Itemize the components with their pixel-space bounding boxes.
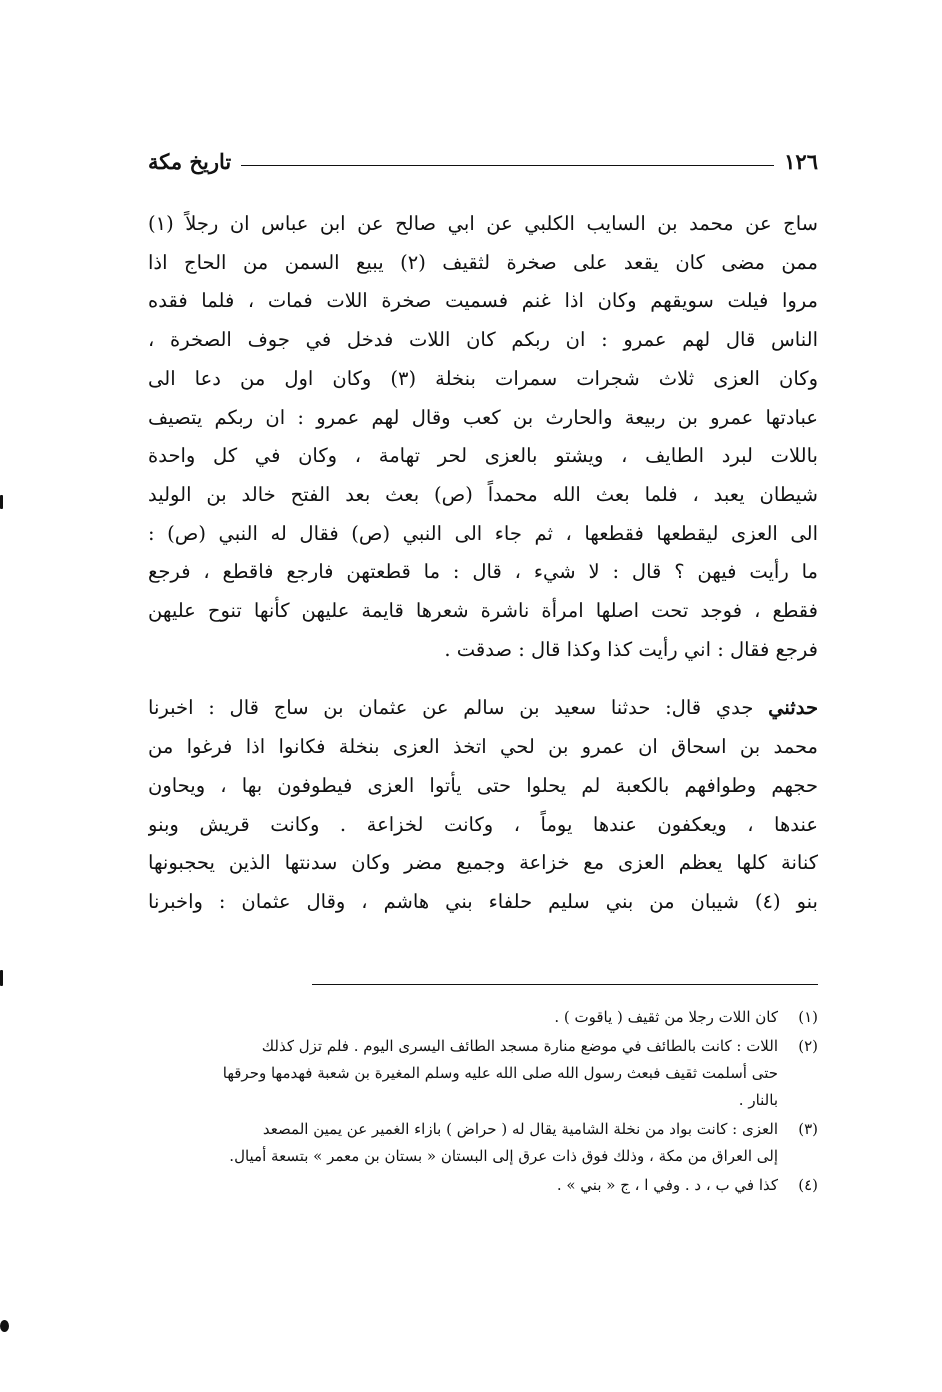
text-line: الى العزى ليقطعها فقطعها ، ثم جاء الى النبي (ص) فقال له النبي (ص) : (148, 521, 818, 545)
footnote-2 (148, 1033, 818, 1114)
paragraph-lead-word: حدثني (768, 696, 818, 720)
page-number: ١٢٦ (784, 148, 818, 174)
text-line: بنو (٤) شيبان من بني سليم حلفاء بني هاشم ، وقال عثمان : واخبرنا (148, 889, 818, 913)
footnote-line: كان اللات رجلا من ثقيف ( ياقوت ) . (554, 1008, 778, 1026)
footnote-number: (٤) (798, 1176, 818, 1194)
footnote-4 (148, 1172, 818, 1199)
footnote-line: بالنار . (738, 1091, 778, 1109)
footnote-line: إلى العراق من مكة ، وذلك فوق ذات عرق إلى البستان « بستان بن معمر » بتسعة أميال. (229, 1147, 778, 1165)
text-line: مروا فيلت سويقهم وكان اذا غنم فسميت صخرة اللات فمات ، فلما فقده (148, 289, 818, 313)
running-title: تاريخ مكة (148, 148, 232, 174)
text-line: باللات لبرد الطايف ، ويشتو بالعزى لحر تهامة ، وكان في كل واحدة (148, 444, 818, 468)
footnotes (148, 1004, 818, 1201)
footnote-line: كذا في ب ، د . وفي ا ، ج « بني » . (556, 1176, 778, 1194)
text-line: عبادتها عمرو بن ربيعة والحارث بن كعب وقال لهم عمرو : ان ربكم يتصيف (148, 405, 818, 429)
footnote-3 (148, 1116, 818, 1170)
footnote-number: (١) (798, 1008, 818, 1026)
text-line-first (148, 689, 818, 728)
text-line: شيطان يعبد ، فلما بعث الله محمداً (ص) بعث بعد الفتح خالد بن الوليد (148, 482, 818, 506)
footnote-number: (٣) (798, 1120, 818, 1138)
text-line: محمد بن اسحاق ان عمرو بن لحي اتخذ العزى بنخلة فكانوا اذا فرغوا من (148, 735, 818, 759)
footnote-number: (٢) (798, 1037, 818, 1055)
text-line: فرجع فقال : اني رأيت كذا وكذا قال : صدقت . (444, 637, 818, 661)
text-line: الناس قال لهم عمرو : ان ربكم كان اللات فدخل في جوف الصخرة ، (148, 328, 818, 352)
header-rule (241, 165, 774, 166)
footnote-text (148, 1172, 778, 1199)
page-header (148, 146, 818, 176)
footnote-text (148, 1116, 778, 1170)
text-line: كنانة كلها يعظم العزى مع خزاعة وجميع مضر وكان سدنتها الذين يحجبونها (148, 851, 818, 875)
paragraph-2 (148, 689, 818, 921)
footnote-text (148, 1004, 778, 1031)
text-line: ممن مضى كان يقعد على صخرة لثقيف (٢) يبيع السمن من الحاج اذا (148, 250, 818, 274)
footnote-line: حتى أسلمت ثقيف فبعث رسول الله صلى الله عليه وسلم المغيرة بن شعبة فهدمها وحرقها (222, 1064, 778, 1082)
text-line: عندها ، ويعكفون عندها يوماً ، وكانت لخزاعة . وكانت قريش وبنو (148, 812, 818, 836)
footnote-text (148, 1033, 778, 1114)
footnote-line: العزى : كانت بواد من نخلة الشامية يقال له ( حراض ) بازاء الغمير عن يمين المصعد (262, 1120, 778, 1138)
scan-mark (0, 495, 3, 509)
footnote-separator (312, 984, 818, 985)
text-line: ما رأيت فيهن ؟ قال : لا شيء ، قال : ما قطعتهن فارجع فاقطع ، فرجع (148, 560, 818, 584)
text-line: فقطع ، فوجد تحت اصلها امرأة ناشرة شعرها قايمة عليهن كأنها تنوح عليهن (148, 599, 818, 623)
main-text (148, 205, 818, 922)
text-line: حجهم وطوافهم بالكعبة لم يحلوا حتى يأتوا العزى فيطوفون بها ، ويحاون (148, 773, 818, 797)
text-line: وكان العزى ثلاث شجرات سمرات بنخلة (٣) وكان اول من دعا الى (148, 366, 818, 390)
text-line-rest: جدي قال: حدثنا سعيد بن سالم عن عثمان بن ساج قال : اخبرنا (148, 696, 769, 720)
footnote-line: اللات : كانت بالطائف في موضع منارة مسجد الطائف اليسرى اليوم . فلم تزل كذلك (261, 1037, 778, 1055)
paragraph-1 (148, 205, 818, 669)
text-line: ساج عن محمد بن السايب الكلبي عن ابي صالح عن ابن عباس ان رجلاً (١) (148, 212, 818, 235)
footnote-1 (148, 1004, 818, 1031)
scan-mark (0, 970, 3, 986)
scan-mark (0, 1320, 9, 1332)
